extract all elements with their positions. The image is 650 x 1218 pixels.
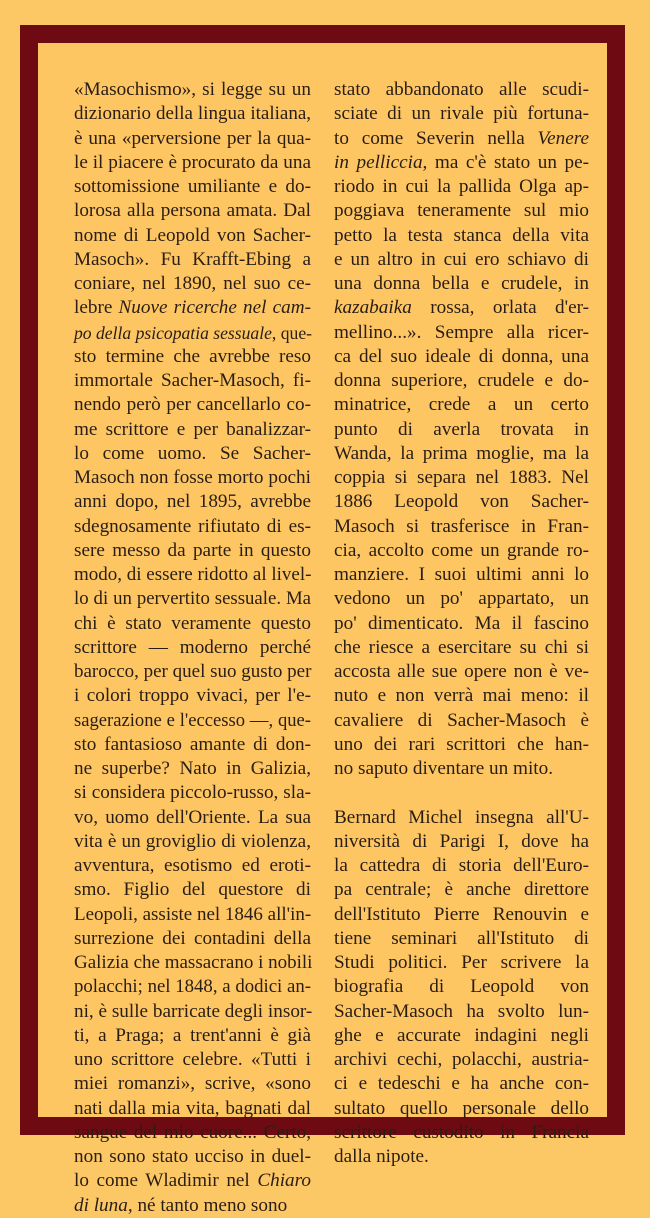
line-text: lorosa alla persona amata. Dal — [74, 200, 311, 222]
text-line — [334, 878, 589, 902]
text-line — [74, 733, 311, 757]
line-text: anni dopo, nel 1895, avrebbe — [74, 491, 311, 513]
text-line — [74, 587, 311, 611]
text-line — [74, 854, 311, 878]
line-text: sdegnosamente rifiutato di es- — [74, 515, 311, 537]
text-line — [334, 854, 589, 878]
text-line — [74, 272, 311, 296]
line-text: accosta alle sue opere non è ve- — [334, 661, 589, 682]
line-text: riodo in cui la pallida Olga ap- — [334, 176, 589, 197]
text-line — [74, 757, 311, 781]
right-text-column — [334, 78, 589, 1169]
line-text: to come Severin nella — [334, 127, 538, 149]
line-text: petto la testa stanca della vita — [334, 224, 589, 246]
line-text: tiene seminari all'Istituto di — [334, 927, 589, 949]
line-text: pa centrale; è anche direttore — [334, 879, 589, 901]
line-text: è una «perversione per la qua- — [74, 127, 311, 149]
text-line — [334, 175, 589, 199]
text-line — [334, 806, 589, 830]
line-text: vita è un groviglio di violenza, — [74, 830, 311, 852]
text-line — [334, 1048, 589, 1072]
text-line — [74, 975, 311, 999]
text-line — [334, 466, 589, 490]
line-text: scrittore custodito in Francia — [334, 1121, 589, 1143]
text-line — [334, 442, 589, 466]
text-line — [74, 563, 311, 587]
text-line — [74, 951, 311, 975]
line-text: stato abbandonato alle scudi- — [334, 79, 589, 100]
line-text: , ma c'è stato un pe- — [422, 151, 589, 173]
text-line — [334, 345, 589, 369]
line-text: nome di Leopold von Sacher- — [74, 224, 311, 246]
italic-title-text: Nuove ricerche nel cam- — [118, 297, 311, 319]
text-line — [74, 539, 311, 563]
line-text: manziere. I suoi ultimi anni lo — [334, 564, 589, 585]
line-text: miei romanzi», scrive, «sono — [74, 1073, 311, 1095]
line-text: sto termine che avrebbe reso — [74, 345, 311, 367]
line-text: Studi politici. Per scrivere la — [334, 952, 589, 973]
text-line — [334, 587, 589, 611]
text-line — [334, 248, 589, 272]
italic-title-text: Venere — [537, 127, 589, 149]
line-text: dizionario della lingua italiana, — [74, 103, 311, 125]
line-text: mellino...». Sempre alla ricer- — [334, 321, 589, 343]
line-text: nendo però per cancellarlo co- — [74, 394, 311, 416]
text-line — [334, 296, 589, 320]
text-line — [334, 927, 589, 951]
italic-title-text: po della psicopatia sessuale — [74, 322, 272, 343]
line-text: lo come uomo. Se Sacher- — [74, 442, 311, 464]
text-line — [334, 951, 589, 975]
line-text: dell'Istituto Pierre Renouvin e — [334, 903, 589, 925]
text-line — [74, 830, 311, 854]
text-line — [334, 321, 589, 345]
text-line — [334, 636, 589, 660]
line-text: avventura, esotismo ed eroti- — [74, 855, 311, 876]
text-line — [74, 878, 311, 902]
text-line — [74, 903, 311, 927]
line-text: ca del suo ideale di donna, una — [334, 345, 589, 367]
text-line — [334, 369, 589, 393]
line-text: Masoch non fosse morto pochi — [74, 467, 311, 488]
line-text: uno scrittore celebre. «Tutti i — [74, 1049, 311, 1070]
text-line — [334, 1072, 589, 1096]
text-line — [334, 199, 589, 223]
text-line — [74, 1169, 311, 1193]
line-text: che riesce a esercitare su chi si — [334, 636, 589, 658]
text-line — [334, 1000, 589, 1024]
text-line — [334, 224, 589, 248]
text-line — [334, 515, 589, 539]
text-line — [334, 757, 589, 781]
line-text: lo come Wladimir nel — [74, 1170, 258, 1192]
line-text: Galizia che massacrano i nobili — [74, 952, 313, 973]
line-text: smo. Figlio del questore di — [74, 879, 311, 901]
line-text: sultato quello personale dello — [334, 1097, 589, 1119]
text-line — [334, 539, 589, 563]
text-line — [334, 490, 589, 514]
line-text: cia, accolto come un grande ro- — [334, 539, 589, 561]
text-line — [334, 903, 589, 927]
text-line — [74, 296, 311, 320]
text-line — [74, 466, 311, 490]
text-line — [74, 393, 311, 417]
line-text: scrittore — moderno perché — [74, 636, 311, 658]
text-line — [74, 684, 311, 708]
text-line — [74, 709, 311, 733]
text-line — [334, 393, 589, 417]
text-line — [74, 612, 311, 636]
line-text: biografia di Leopold von — [334, 976, 589, 998]
line-text: vedono un po' appartato, un — [334, 588, 589, 610]
text-line — [334, 563, 589, 587]
line-text: , né tanto meno sono — [127, 1194, 288, 1216]
text-line — [74, 248, 311, 272]
line-text: surrezione dei contadini della — [74, 927, 311, 949]
text-line — [334, 102, 589, 126]
text-line — [74, 442, 311, 466]
text-line — [334, 1145, 589, 1169]
line-text: Sacher-Masoch ha svolto lun- — [334, 1000, 589, 1022]
line-text: ghe e accurate indagini negli — [334, 1024, 589, 1046]
text-line — [74, 781, 311, 805]
italic-title-text: kazabaika — [334, 297, 412, 319]
line-text: donna superiore, crudele e do- — [334, 370, 589, 391]
text-line — [74, 224, 311, 248]
line-text: e un altro in cui ero schiavo di — [334, 248, 589, 270]
line-text: Leopoli, assiste nel 1846 all'in- — [74, 903, 312, 925]
text-line — [74, 127, 311, 151]
line-text: sere messo da parte in questo — [74, 539, 311, 561]
text-line — [74, 199, 311, 223]
line-text: ni, è sulle barricate degli insor- — [74, 1000, 313, 1022]
text-line — [334, 1097, 589, 1121]
line-text: sangue del mio cuore... Certo, — [74, 1121, 311, 1143]
line-text: coniare, nel 1890, nel suo ce- — [74, 273, 311, 294]
line-text: modo, di essere ridotto al livel- — [74, 564, 312, 585]
line-text: immortale Sacher-Masoch, fi- — [74, 370, 311, 391]
line-text: sagerazione e l'eccesso —, que- — [74, 709, 311, 731]
text-line — [334, 975, 589, 999]
text-line — [74, 78, 311, 102]
line-text: lebre — [74, 297, 119, 319]
line-text: nati dalla mia vita, bagnati dal — [74, 1097, 311, 1119]
line-text: Masoch si trasferisce in Fran- — [334, 515, 589, 537]
text-line — [74, 490, 311, 514]
line-text: non sono stato ucciso in duel- — [74, 1146, 311, 1167]
line-text: polacchi; nel 1848, a dodici an- — [74, 976, 311, 998]
line-text: , que- — [271, 322, 312, 343]
line-text: sto fantasioso amante di don- — [74, 733, 311, 755]
line-text: «Masochismo», si legge su un — [74, 79, 311, 100]
line-text: sciate di un rivale più fortuna- — [334, 103, 589, 125]
line-text: dalla nipote. — [334, 1146, 429, 1167]
paragraph-author-bio — [334, 806, 589, 1170]
line-text: coppia si separa nel 1883. Nel — [334, 467, 589, 488]
text-line — [74, 515, 311, 539]
text-line — [334, 151, 589, 175]
text-line — [334, 272, 589, 296]
text-line — [74, 321, 311, 345]
text-line — [74, 636, 311, 660]
text-line — [334, 660, 589, 684]
line-text: ci e tedeschi e ha anche con- — [334, 1073, 589, 1095]
text-line — [74, 1072, 311, 1096]
left-text-column — [74, 78, 311, 1218]
text-line — [334, 733, 589, 757]
paragraph-synopsis-end — [334, 78, 589, 781]
text-line — [74, 806, 311, 830]
text-line — [334, 612, 589, 636]
text-line — [74, 1097, 311, 1121]
line-text: ne superbe? Nato in Galizia, — [74, 758, 311, 779]
line-text: ti, a Praga; a trent'anni è già — [74, 1024, 311, 1046]
line-text: rossa, orlata d'er- — [411, 297, 589, 319]
line-text: me scrittore e per banalizzar- — [74, 418, 311, 440]
line-text: 1886 Leopold von Sacher- — [334, 491, 589, 513]
text-line — [334, 127, 589, 151]
text-line — [74, 1000, 311, 1024]
line-text: no saputo diventare un mito. — [334, 758, 554, 779]
text-line — [334, 1024, 589, 1048]
text-line — [74, 660, 311, 684]
text-line — [74, 369, 311, 393]
line-text: Bernard Michel insegna all'U- — [334, 806, 589, 828]
text-line — [74, 1048, 311, 1072]
line-text: si considera piccolo-russo, sla- — [74, 782, 311, 804]
text-line — [74, 418, 311, 442]
text-line — [74, 1121, 311, 1145]
text-line — [74, 1145, 311, 1169]
line-text: cavaliere di Sacher-Masoch è — [334, 709, 589, 731]
line-text: poggiava teneramente sul mio — [334, 200, 589, 222]
line-text: i colori troppo vivaci, per l'e- — [74, 685, 311, 707]
italic-title-text: di luna — [74, 1194, 128, 1216]
text-line — [74, 175, 311, 199]
text-line — [334, 1121, 589, 1145]
text-line — [74, 1024, 311, 1048]
line-text: chi è stato veramente questo — [74, 612, 311, 634]
text-line — [74, 345, 311, 369]
text-line — [74, 102, 311, 126]
italic-title-text: Chiaro — [257, 1170, 311, 1192]
text-line — [334, 418, 589, 442]
line-text: uno dei rari scrittori che han- — [334, 733, 589, 755]
text-line — [334, 78, 589, 102]
line-text: Masoch». Fu Krafft-Ebing a — [74, 248, 311, 270]
line-text: punto di averla trovata in — [334, 418, 589, 440]
line-text: lo di un pervertito sessuale. Ma — [74, 588, 311, 610]
text-line — [334, 684, 589, 708]
line-text: la cattedra di storia dell'Euro- — [334, 855, 589, 876]
line-text: archivi cechi, polacchi, austria- — [334, 1049, 589, 1070]
line-text: minatrice, crede a un certo — [334, 394, 589, 416]
line-text: nuto e non verrà mai meno: il — [334, 685, 589, 707]
text-line — [74, 151, 311, 175]
text-line — [74, 1194, 311, 1218]
line-text: Wanda, la prima moglie, ma la — [334, 442, 589, 464]
text-line — [74, 927, 311, 951]
text-line — [334, 709, 589, 733]
line-text: le il piacere è procurato da una — [74, 151, 311, 173]
line-text: niversità di Parigi I, dove ha — [334, 830, 589, 852]
line-text: sottomissione umiliante e do- — [74, 176, 311, 197]
text-line — [334, 830, 589, 854]
line-text: po' dimenticato. Ma il fascino — [334, 612, 589, 634]
paragraph-gap — [334, 781, 589, 805]
line-text: barocco, per quel suo gusto per — [74, 661, 312, 682]
italic-title-text: in pelliccia — [334, 151, 423, 173]
line-text: una donna bella e crudele, in — [334, 273, 589, 294]
line-text: vo, uomo dell'Oriente. La sua — [74, 806, 311, 828]
